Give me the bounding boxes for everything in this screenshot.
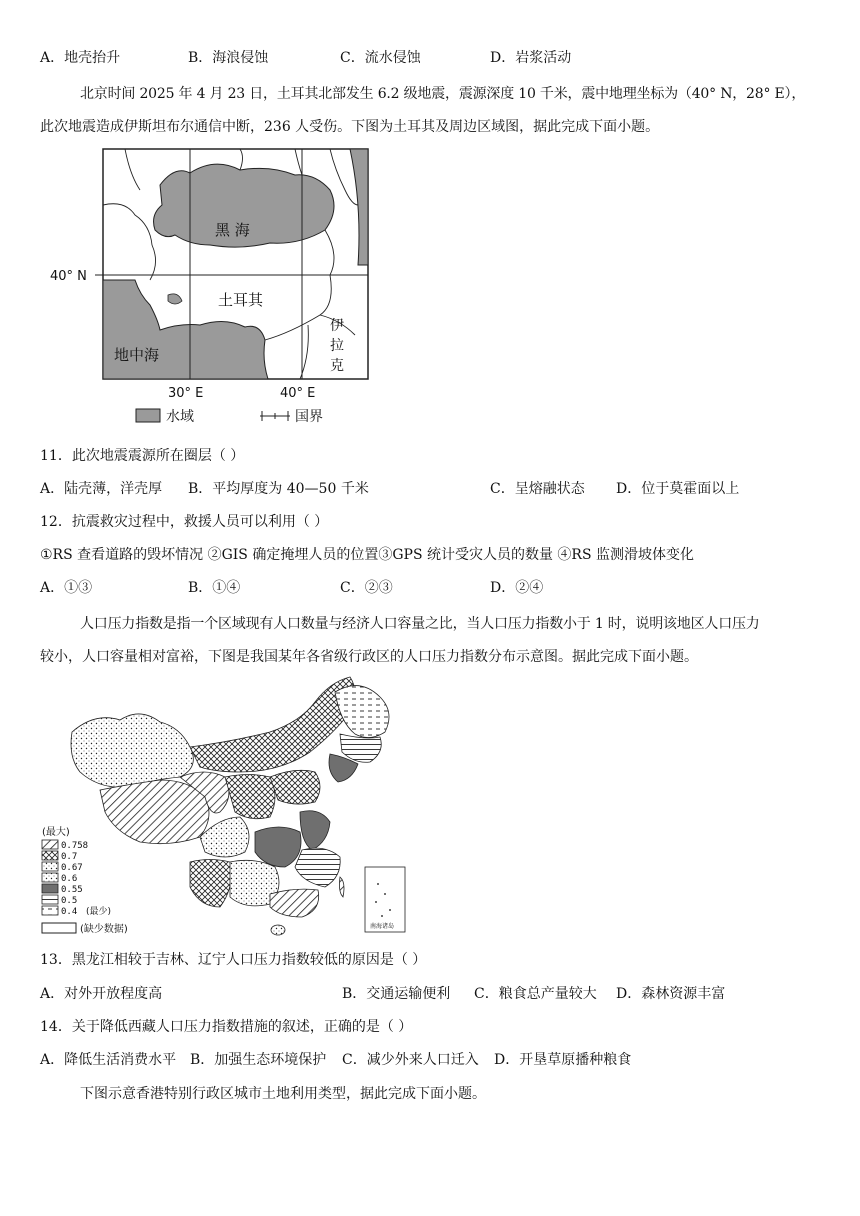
q12-option-c: C．②③ (340, 580, 393, 596)
intro3: 下图示意香港特别行政区城市土地利用类型，据此完成下面小题。 (80, 1086, 486, 1102)
legend-value-3: 0.67 (61, 863, 83, 873)
turkey-region-map (40, 145, 380, 435)
intro2-line1: 人口压力指数是指一个区域现有人口数量与经济人口容量之比，当人口压力指数小于 1 时，说明该地区人口压力 (80, 616, 760, 632)
q11-option-b: B．平均厚度为 40—50 千米 (188, 481, 369, 497)
legend-value-1: 0.758 (61, 841, 89, 851)
q14-stem: 14．关于降低西藏人口压力指数措施的叙述，正确的是（ ） (40, 1019, 413, 1035)
q14-option-a: A．降低生活消费水平 (40, 1052, 177, 1068)
q13-option-c: C．粮食总产量较大 (474, 986, 597, 1002)
iraq-label-2: 拉 (330, 338, 344, 354)
legend-missing-label: (缺少数据) (80, 924, 128, 935)
q10-option-d: D．岩浆活动 (490, 50, 572, 66)
black-sea-label: 黑 海 (215, 221, 250, 239)
q12-option-d: D．②④ (490, 580, 544, 596)
q12-option-b: B．①④ (188, 580, 241, 596)
q14-option-c: C．减少外来人口迁入 (342, 1052, 479, 1068)
q13-option-d: D．森林资源丰富 (616, 986, 726, 1002)
iraq-label-1: 伊 (330, 318, 344, 334)
intro2-line2: 较小，人口容量相对富裕，下图是我国某年各省级行政区的人口压力指数分布示意图。据此完成下面小题。 (40, 649, 698, 665)
legend-border-label: 国界 (295, 409, 323, 425)
q10-option-c: C．流水侵蚀 (340, 50, 421, 66)
q13-option-b: B．交通运输便利 (342, 986, 451, 1002)
q11-stem: 11．此次地震震源所在圈层（ ） (40, 448, 245, 464)
q10-option-b: B．海浪侵蚀 (188, 50, 269, 66)
q12-option-a: A．①③ (40, 580, 93, 596)
q13-stem: 13．黑龙江相较于吉林、辽宁人口压力指数较低的原因是（ ） (40, 952, 427, 968)
legend-value-2: 0.7 (61, 852, 78, 862)
q11-option-a: A．陆壳薄，洋壳厚 (40, 481, 163, 497)
china-population-pressure-map (40, 672, 420, 944)
legend-value-5: 0.55 (61, 885, 83, 895)
q11-option-d: D．位于莫霍面以上 (616, 481, 740, 497)
legend-water-label: 水域 (166, 409, 194, 425)
q10-option-a: A．地壳抬升 (40, 50, 121, 66)
turkey-label: 土耳其 (218, 291, 264, 309)
q12-stem: 12．抗震救灾过程中，救援人员可以利用（ ） (40, 514, 329, 530)
legend-value-7: 0.4 (61, 907, 78, 917)
q13-option-a: A．对外开放程度高 (40, 986, 163, 1002)
intro1-line1: 北京时间 2025 年 4 月 23 日，土耳其北部发生 6.2 级地震，震源深度 10 千米，震中地理坐标为（40° N，28° E）， (80, 86, 806, 102)
legend-min-label: (最少) (86, 907, 112, 917)
intro1-line2: 此次地震造成伊斯坦布尔通信中断，236 人受伤。下图为土耳其及周边区域图，据此完成下面小题。 (40, 119, 660, 135)
inset-label: 南海诸岛 (370, 923, 395, 930)
mediterranean-label: 地中海 (114, 346, 160, 364)
iraq-label-3: 克 (330, 358, 344, 374)
q14-option-b: B．加强生态环境保护 (190, 1052, 327, 1068)
q12-items: ①RS 查看道路的毁坏情况 ②GIS 确定掩埋人员的位置③GPS 统计受灾人员的数量 ④RS 监测滑坡体变化 (40, 547, 695, 563)
q14-option-d: D．开垦草原播种粮食 (494, 1052, 632, 1068)
legend-max-label: (最大) (42, 827, 70, 838)
longitude-30e-label: 30° E (168, 386, 204, 401)
q11-option-c: C．呈熔融状态 (490, 481, 585, 497)
latitude-40n-label: 40° N (50, 269, 87, 284)
legend-value-4: 0.6 (61, 874, 78, 884)
longitude-40e-label: 40° E (280, 386, 316, 401)
legend-value-6: 0.5 (61, 896, 78, 906)
